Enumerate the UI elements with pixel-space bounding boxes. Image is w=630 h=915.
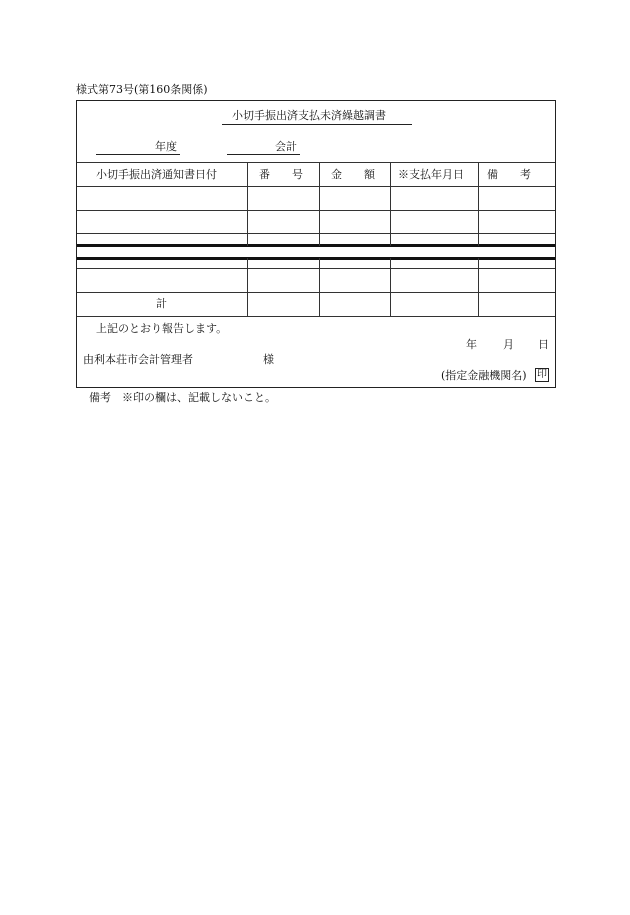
addressee: 由利本荘市会計管理者 — [83, 353, 193, 366]
seal-mark: 印 — [537, 369, 547, 380]
row-border — [77, 268, 555, 269]
header-amount: 金 額 — [331, 168, 375, 181]
form-number: 様式第73号(第160条関係) — [76, 83, 208, 96]
header-remarks: 備 考 — [487, 168, 531, 181]
row-border — [77, 233, 555, 234]
date-year: 年 — [466, 338, 477, 351]
bank-label: (指定金融機関名) — [441, 369, 527, 382]
column-divider — [390, 162, 391, 246]
header-bottom-border — [77, 186, 555, 187]
table-top-border — [77, 162, 555, 163]
honorific: 様 — [263, 353, 274, 366]
account-blank — [227, 154, 300, 155]
account-label: 会計 — [275, 140, 297, 153]
header-number: 番 号 — [259, 168, 303, 181]
column-divider — [319, 258, 320, 316]
column-divider — [478, 162, 479, 246]
title-underline — [222, 124, 412, 125]
break-line — [77, 257, 555, 260]
table-bottom-border — [77, 316, 555, 317]
column-divider — [319, 162, 320, 246]
column-divider — [247, 162, 248, 246]
break-line — [77, 244, 555, 247]
report-text: 上記のとおり報告します。 — [96, 322, 228, 335]
footnote: 備考 ※印の欄は、記載しないこと。 — [89, 391, 276, 404]
header-payment-date: ※支払年月日 — [398, 168, 464, 181]
total-label: 計 — [156, 297, 167, 310]
date-day: 日 — [538, 338, 549, 351]
row-border — [77, 292, 555, 293]
date-month: 月 — [503, 338, 514, 351]
header-notice-date: 小切手振出済通知書日付 — [96, 168, 217, 181]
column-divider — [478, 258, 479, 316]
year-blank — [96, 154, 180, 155]
year-label: 年度 — [155, 140, 177, 153]
column-divider — [247, 258, 248, 316]
column-divider — [390, 258, 391, 316]
row-border — [77, 210, 555, 211]
form-title: 小切手振出済支払未済繰越調書 — [232, 109, 386, 122]
